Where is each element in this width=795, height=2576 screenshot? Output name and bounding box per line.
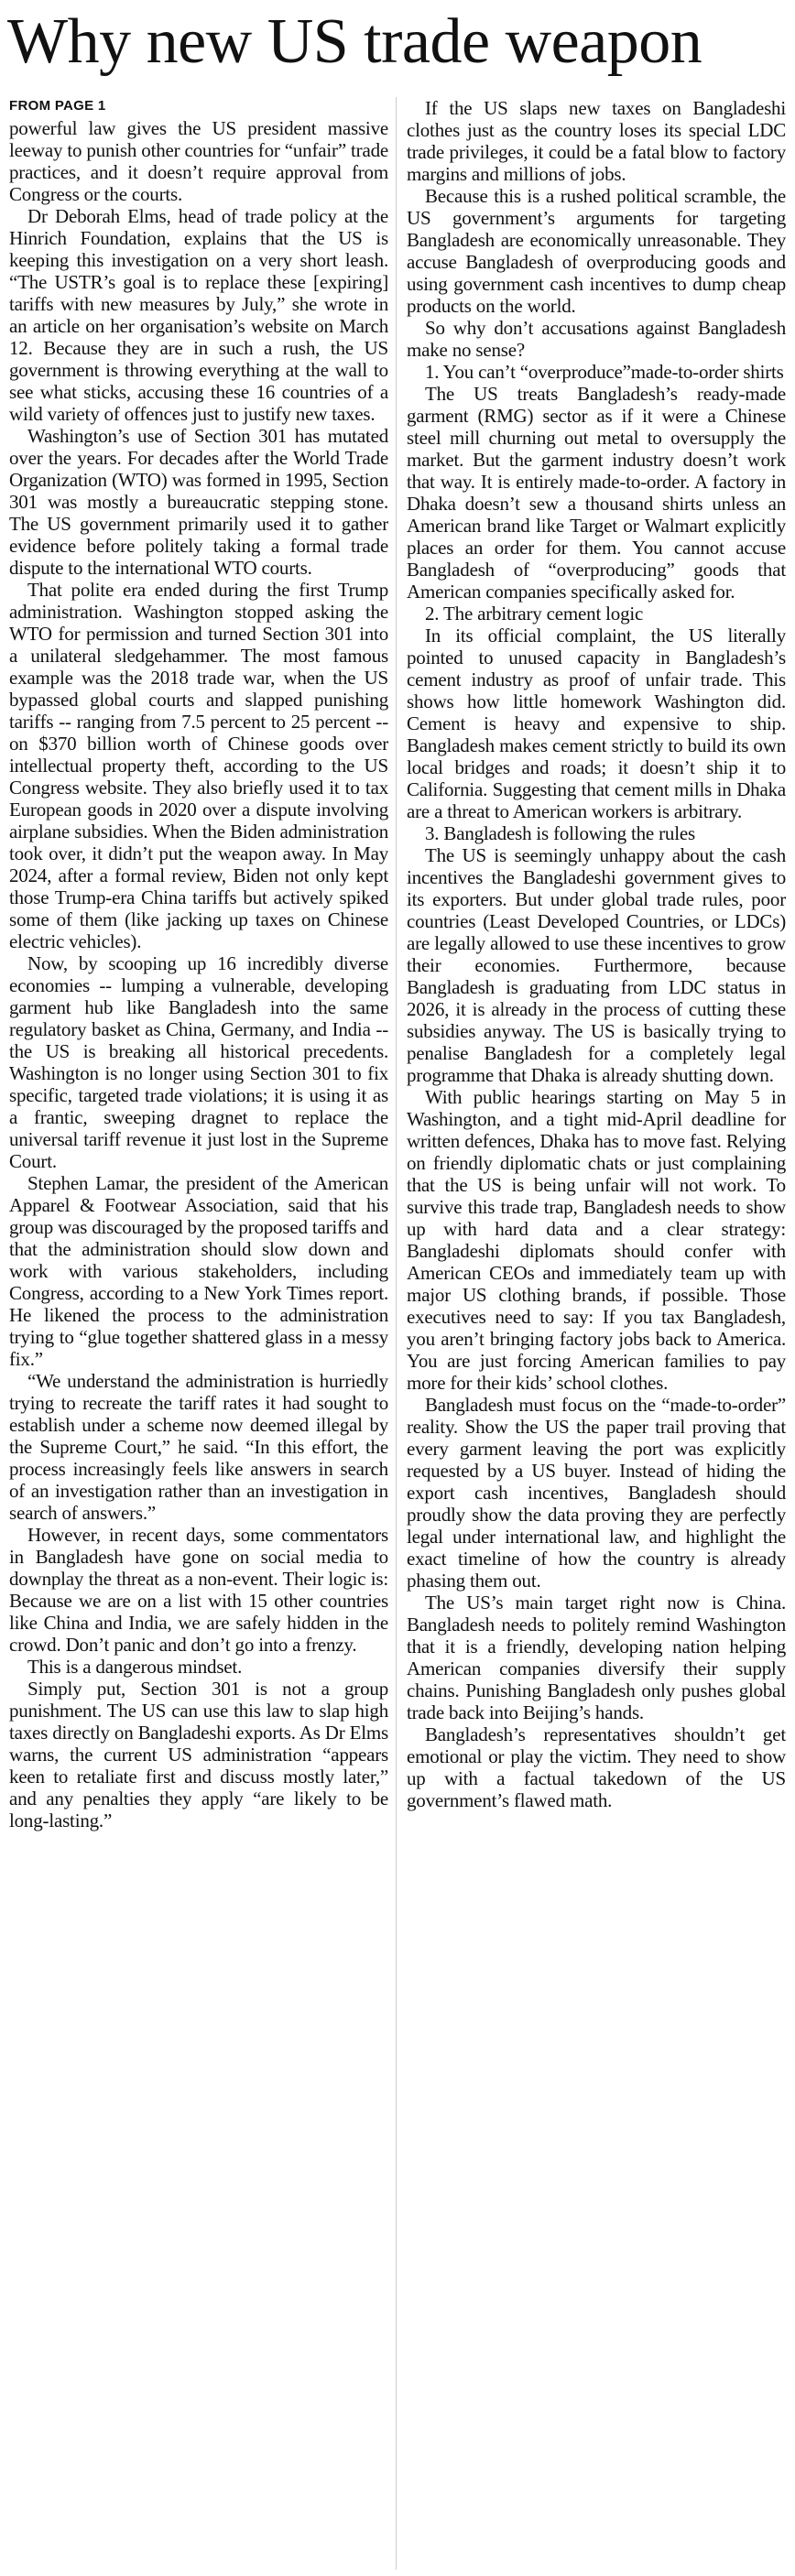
subheading: 2. The arbitrary cement logic	[425, 603, 644, 625]
paragraph: Dr Deborah Elms, head of trade policy at the Hinrich Foundation, explains that the US is keeping this investigation on a very short leash. “The USTR’s goal is to replace these [expiring] tariffs with new measures by July,” she wrote in an article on her organisation’s website on March 12. Because they are in such a rush, the US government is throwing everything at the wall to see what sticks, accusing these 16 countries of a wild variety of offences just to justify new taxes.	[9, 205, 388, 425]
paragraph: In its official complaint, the US literally pointed to unused capacity in Bangladesh’s cement industry as proof of unfair trade. This shows how little homework Washington did. Cement is heavy and expensive to ship. Bangladesh makes cement strictly to build its own local bridges and roads; it doesn’t ship it to California. Suggesting that cement mills in Dhaka are a threat to American workers is arbitrary.	[407, 625, 786, 822]
article-column-right	[407, 97, 786, 2570]
paragraph: Bangladesh’s representatives shouldn’t get emotional or play the victim. They need to show up with a factual takedown of the US government’s flawed math.	[407, 1723, 786, 1811]
paragraph: “We understand the administration is hurriedly trying to recreate the tariff rates it had sought to establish under a scheme now deemed illegal by the Supreme Court,” he said. “In this effort, the process increasingly feels like answers in search of an investigation rather than an investigation in search of answers.”	[9, 1370, 388, 1524]
subheading: 1. You can’t “overproduce”made-to-order shirts	[425, 361, 784, 383]
paragraph: Washington’s use of Section 301 has mutated over the years. For decades after the World Trade Organization (WTO) was formed in 1995, Section 301 was mostly a bureaucratic stepping stone. The US government primarily used it to gather evidence before politely taking a formal trade dispute to the international WTO courts.	[9, 425, 388, 579]
paragraph: The US is seemingly unhappy about the cash incentives the Bangladeshi government gives to its exporters. But under global trade rules, poor countries (Least Developed Countries, or LDCs) are legally allowed to use these incentives to grow their economies. Furthermore, because Bangladesh is graduating from LDC status in 2026, it is already in the process of cutting these subsidies anyway. The US is basically trying to penalise Bangladesh for a completely legal programme that Dhaka is already shutting down.	[407, 844, 786, 1086]
paragraph: The US’s main target right now is China. Bangladesh needs to politely remind Washington that it is a friendly, developing nation helping American companies diversify their supply chains. Punishing Bangladesh only pushes global trade back into Beijing’s hands.	[407, 1592, 786, 1723]
paragraph: Now, by scooping up 16 incredibly diverse economies -- lumping a vulnerable, developing garment hub like Bangladesh into the same regulatory basket as China, Germany, and India -- the US is breaking all historical precedents. Washington is no longer using Section 301 to fix specific, targeted trade violations; it is using it as a frantic, sweeping dragnet to replace the universal tariff revenue it just lost in the Supreme Court.	[9, 952, 388, 1172]
paragraph: Because this is a rushed political scramble, the US government’s arguments for targeting Bangladesh are economically unreasonable. They accuse Bangladesh of overproducing goods and using government cash incentives to dump cheap products on the world.	[407, 185, 786, 317]
dateline: FROM PAGE 1	[9, 98, 106, 114]
paragraph: The US treats Bangladesh’s ready-made garment (RMG) sector as if it were a Chinese steel mill churning out metal to oversupply the market. But the garment industry doesn’t work that way. It is entirely made-to-order. A factory in Dhaka doesn’t sew a thousand shirts unless an American brand like Target or Walmart explicitly places an order for them. You cannot accuse Bangladesh of “overproducing” goods that American companies specifically asked for.	[407, 383, 786, 603]
paragraph: So why don’t accusations against Bangladesh make no sense?	[407, 317, 786, 361]
article-column-left	[9, 97, 388, 2570]
paragraph: Bangladesh must focus on the “made-to-order” reality. Show the US the paper trail proving that every garment leaving the port was explicitly requested by a US buyer. Instead of hiding the export cash incentives, Bangladesh should proudly show the data proving they are perfectly legal under international law, and highlight the exact timeline of how the country is already phasing them out.	[407, 1394, 786, 1592]
paragraph: Stephen Lamar, the president of the American Apparel & Footwear Association, said that his group was discouraged by the proposed tariffs and that the administration should slow down and work with various stakeholders, including Congress, according to a New York Times report. He likened the process to the administration trying to “glue together shattered glass in a messy fix.”	[9, 1172, 388, 1370]
paragraph: If the US slaps new taxes on Bangladeshi clothes just as the country loses its special LDC trade privileges, it could be a fatal blow to factory margins and millions of jobs.	[407, 97, 786, 185]
headline: Why new US trade weapon	[7, 6, 702, 77]
column-divider	[396, 97, 397, 2570]
paragraph: powerful law gives the US president massive leeway to punish other countries for “unfair” trade practices, and it doesn’t require approval from Congress or the courts.	[9, 117, 388, 205]
paragraph: With public hearings starting on May 5 in Washington, and a tight mid-April deadline for written defences, Dhaka has to move fast. Relying on friendly diplomatic chats or just complaining that the US is being unfair will not work. To survive this trade trap, Bangladesh needs to show up with hard data and a clear strategy: Bangladeshi diplomats should confer with American CEOs and immediately team up with major US clothing brands, if possible. Those executives need to say: If you tax Bangladesh, you aren’t bringing factory jobs back to America. You are just forcing American families to pay more for their kids’ school clothes.	[407, 1086, 786, 1394]
paragraph: However, in recent days, some commentators in Bangladesh have gone on social media to downplay the threat as a non-event. Their logic is: Because we are on a list with 15 other countries like China and India, we are safely hidden in the crowd. Don’t panic and don’t go into a frenzy.	[9, 1524, 388, 1656]
paragraph: That polite era ended during the first Trump administration. Washington stopped asking the WTO for permission and turned Section 301 into a unilateral sledgehammer. The most famous example was the 2018 trade war, when the US bypassed global courts and slapped punishing tariffs -- ranging from 7.5 percent to 25 percent -- on $370 billion worth of Chinese goods over intellectual property theft, according to the US Congress website. They also briefly used it to tax European goods in 2020 over a dispute involving airplane subsidies. When the Biden administration took over, it didn’t put the weapon away. In May 2024, after a formal review, Biden not only kept those Trump-era China tariffs but actively spiked some of them (like jacking up taxes on Chinese electric vehicles).	[9, 579, 388, 952]
subheading: 3. Bangladesh is following the rules	[425, 822, 695, 844]
paragraph: This is a dangerous mindset.	[27, 1656, 243, 1678]
paragraph: Simply put, Section 301 is not a group punishment. The US can use this law to slap high taxes directly on Bangladeshi exports. As Dr Elms warns, the current US administration “appears keen to retaliate first and discuss mostly later,” and any penalties they apply “are likely to be long-lasting.”	[9, 1678, 388, 1831]
